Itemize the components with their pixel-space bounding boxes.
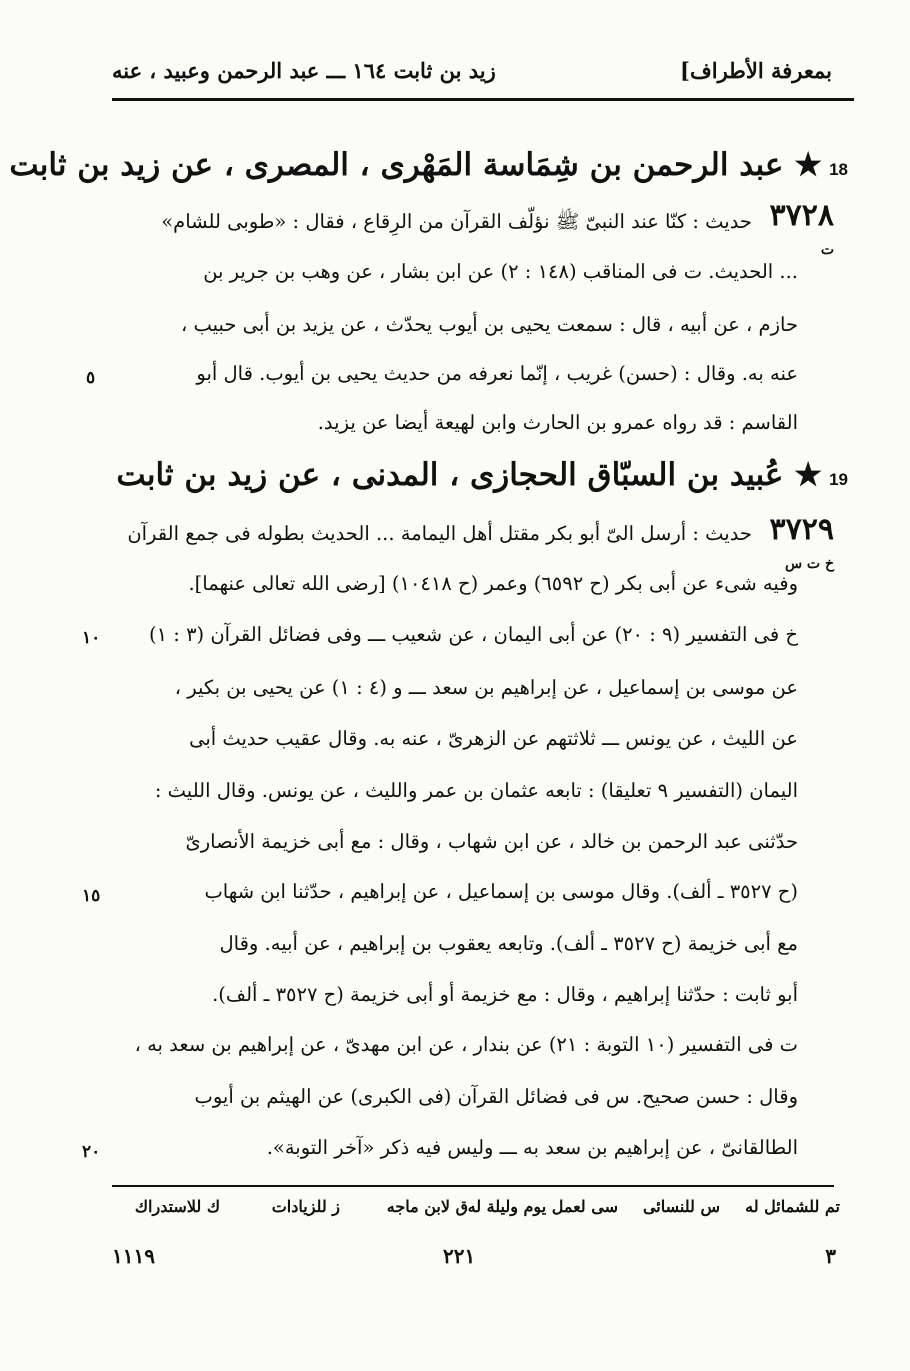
text-line: حدّثنى عبد الرحمن بن خالد ، عن ابن شهاب ، وقال : مع أبى خزيمة الأنصارىّ (185, 830, 798, 853)
line-marker: ٥ (86, 368, 96, 388)
text-line: حديث : كنّا عند النبىّ ﷺ نؤلّف القرآن من الرِقاع ، فقال : «طوبى للشام» (161, 210, 752, 233)
entry-number: 19 (829, 470, 848, 489)
text-line: أبو ثابت : حدّثنا إبراهيم ، وقال : مع خزيمة أو أبى خزيمة (ح ٣٥٢٧ ـ ألف). (212, 983, 798, 1006)
text-line: مع أبى خزيمة (ح ٣٥٢٧ ـ ألف). وتابعه يعقوب بن إبراهيم ، عن أبيه. وقال (219, 932, 798, 955)
legend-item: ق لابن ماجه (386, 1197, 468, 1216)
entry-heading: ★ عبد الرحمن بن شِمَاسة المَهْرى ، المصرى ، عن زيد بن ثابت (9, 147, 822, 183)
text-line: اليمان (التفسير ٩ تعليقا) : تابعه عثمان بن عمر والليث ، عن يونس. وقال الليث : (154, 779, 798, 802)
source-siglum: ت (820, 242, 834, 258)
text-line: (ح ٣٥٢٧ ـ ألف). وقال موسى بن إسماعيل ، عن إبراهيم ، حدّثنا ابن شهاب (204, 880, 798, 903)
hadith-number: ٣٧٢٨ (769, 198, 834, 233)
running-header-right: بمعرفة الأطراف] (680, 58, 832, 83)
page-number-left: ١١١٩ (112, 1244, 155, 1268)
text-line: حازم ، عن أبيه ، قال : سمعت يحيى بن أيوب يحدّث ، عن يزيد بن أبى حبيب ، (180, 313, 798, 336)
text-line: ... الحديث. ت فى المناقب (١٤٨ : ٢) عن ابن بشار ، عن وهب بن جرير بن (203, 260, 798, 283)
text-line: وفيه شىء عن أبى بكر (ح ٦٥٩٢) وعمر (ح ١٠٤١٨) [رضى الله تعالى عنهما]. (188, 572, 798, 595)
footer-rule (112, 1185, 834, 1187)
page-number-center: ٢٢١ (443, 1244, 476, 1268)
text-line: خ فى التفسير (٩ : ٢٠) عن أبى اليمان ، عن شعيب ـــ وفى فضائل القرآن (٣ : ١) (149, 623, 798, 646)
source-siglum: خ ت س (784, 556, 834, 572)
text-line: عن الليث ، عن يونس ـــ ثلاثتهم عن الزهرىّ ، عنه به. وقال عقيب حديث أبى (189, 727, 798, 750)
text-line: عن موسى بن إسماعيل ، عن إبراهيم بن سعد ـــ و (٤ : ١) عن يحيى بن بكير ، (174, 676, 798, 699)
legend-item: سى لعمل يوم وليلة له (467, 1197, 618, 1216)
legend-item: تم للشمائل له (745, 1197, 840, 1216)
line-marker: ١٠ (82, 628, 101, 648)
text-line: وقال : حسن صحيح. س فى فضائل القرآن (فى الكبرى) عن الهيثم بن أيوب (194, 1085, 798, 1108)
header-rule (112, 98, 854, 101)
line-marker: ٢٠ (82, 1142, 101, 1162)
text-line: الطالقانىّ ، عن إبراهيم بن سعد به ـــ وليس فيه ذكر «آخر التوبة». (266, 1136, 798, 1159)
line-marker: ١٥ (82, 886, 101, 906)
text-line: حديث : أرسل الىّ أبو بكر مقتل أهل اليمامة ... الحديث بطوله فى جمع القرآن (127, 522, 752, 545)
entry-number: 18 (829, 160, 848, 179)
legend-item: ك للاستدراك (134, 1197, 220, 1216)
text-line: ت فى التفسير (١٠ التوبة : ٢١) عن بندار ، عن ابن مهدىّ ، عن إبراهيم بن سعد به ، (134, 1033, 798, 1056)
legend-item: ز للزيادات (271, 1197, 340, 1216)
text-line: عنه به. وقال : (حسن) غريب ، إنّما نعرفه من حديث يحيى بن أيوب. قال أبو (196, 362, 798, 385)
running-header-center: زيد بن ثابت ١٦٤ ـــ عبد الرحمن وعبيد ، عنه (112, 58, 496, 83)
entry-heading: ★ عُبيد بن السبّاق الحجازى ، المدنى ، عن زيد بن ثابت (116, 457, 822, 493)
legend-item: س للنسائى (642, 1197, 720, 1216)
text-line: القاسم : قد رواه عمرو بن الحارث وابن لهيعة أيضا عن يزيد. (317, 411, 798, 434)
hadith-number: ٣٧٢٩ (769, 512, 834, 547)
page-number-right: ٣ (825, 1244, 836, 1268)
